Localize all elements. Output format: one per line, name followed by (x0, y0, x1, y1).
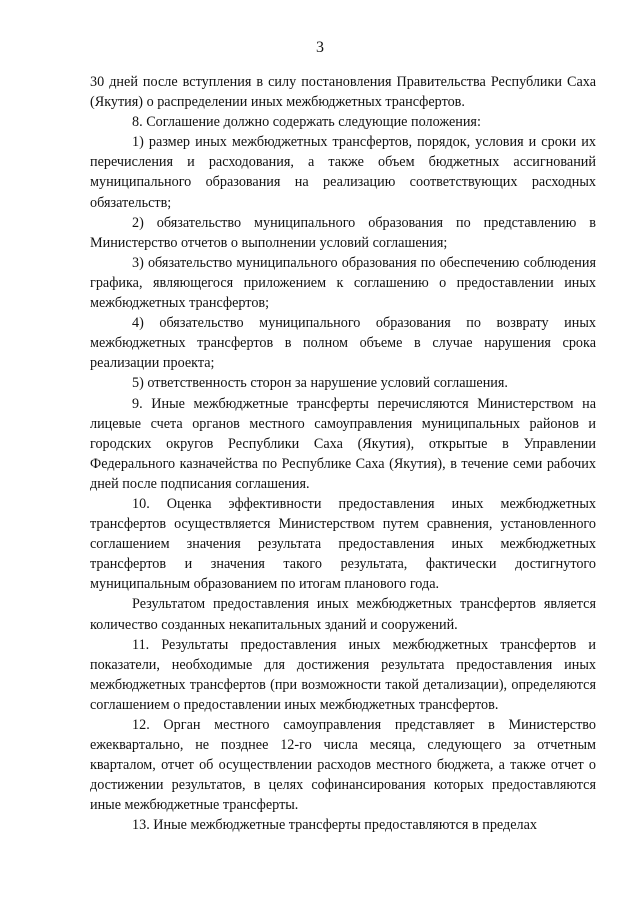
paragraph: Результатом предоставления иных межбюджетных трансфертов является количество созданных некапитальных зданий и сооружений. (90, 596, 596, 633)
paragraph: 4) обязательство муниципального образования по возврату иных межбюджетных трансфертов в полном объеме в случае нарушения срока реализации проекта; (90, 315, 596, 372)
document-body (90, 72, 596, 836)
paragraph: 3) обязательство муниципального образования по обеспечению соблюдения графика, являющегося приложением к соглашению о предоставлении иных межбюджетных трансфертов; (90, 254, 596, 312)
paragraph: 9. Иные межбюджетные трансферты перечисляются Министерством на лицевые счета органов местного самоуправления муниципальных районов и городских округов Республики Саха (Якутия), открытые в Управлении Федерального казначейства по Республике Саха (Якутия), в течение семи рабочих дней после подписания соглашения. (90, 395, 596, 492)
page-number: 3 (316, 39, 324, 56)
paragraph: 11. Результаты предоставления иных межбюджетных трансфертов и показатели, необходимые для достижения результата предоставления иных межбюджетных трансфертов (при возможности такой детализации), определяются соглашением о предоставлении иных межбюджетных трансфертов. (90, 636, 596, 713)
paragraph: 13. Иные межбюджетные трансферты предоставляются в пределах (132, 817, 538, 834)
paragraph: 30 дней после вступления в силу постановления Правительства Республики Саха (Якутия) о распределении иных межбюджетных трансфертов. (90, 74, 596, 111)
paragraph: 12. Орган местного самоуправления представляет в Министерство ежеквартально, не позднее 12-го числа месяца, следующего за отчетным кварталом, отчет об осуществлении расходов местного бюджета, а также отчет о достижении результатов, в целях софинансирования которых предоставляются иные межбюджетные трансферты. (90, 717, 596, 814)
paragraph: 8. Соглашение должно содержать следующие положения: (132, 114, 481, 131)
paragraph: 5) ответственность сторон за нарушение условий соглашения. (132, 375, 508, 392)
paragraph: 1) размер иных межбюджетных трансфертов, порядок, условия и сроки их перечисления и расходования, а также объем бюджетных ассигнований муниципального образования на реализацию соответствующих расходных обязательств; (90, 134, 596, 211)
paragraph: 10. Оценка эффективности предоставления иных межбюджетных трансфертов осуществляется Министерством путем сравнения, установленного соглашением значения результата предоставления иных межбюджетных трансфертов и значения такого результата, фактически достигнутого муниципальным образованием по итогам планового года. (90, 495, 596, 593)
paragraph: 2) обязательство муниципального образования по представлению в Министерство отчетов о выполнении условий соглашения; (90, 214, 596, 251)
